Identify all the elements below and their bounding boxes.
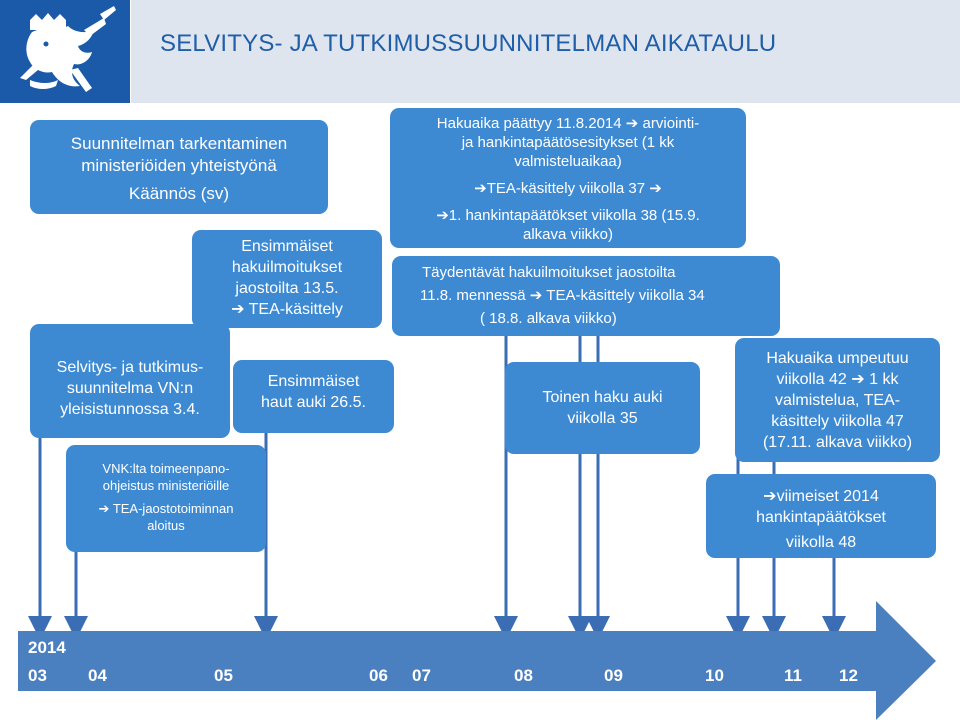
box-first-announcements-line2: hakuilmoitukset xyxy=(231,259,343,276)
right-arrow-icon: ➔ xyxy=(625,115,639,132)
box-deadline-eval: arviointi- xyxy=(642,115,700,132)
timeline-month-11: 11 xyxy=(784,666,802,685)
box-planning xyxy=(30,120,328,214)
box-second-call-line2: viikolla 35 xyxy=(567,410,638,427)
box-application-ends xyxy=(735,338,940,462)
timeline-month-06: 06 xyxy=(369,666,388,685)
box-first-calls-line1: Ensimmäiset xyxy=(267,373,360,390)
box-planning-line3: Käännös (sv) xyxy=(128,184,230,203)
timeline-month-09: 09 xyxy=(604,666,623,685)
right-arrow-icon: ➔ xyxy=(649,180,662,197)
box-first-announcements-line4 xyxy=(192,299,382,320)
box-ends-line3: valmistelua, TEA- xyxy=(774,392,901,409)
box-vnk-line3 xyxy=(66,500,266,517)
box-second-call-line1: Toinen haku auki xyxy=(542,389,663,406)
box-supp-line1: Täydentävät hakuilmoitukset jaostoilta xyxy=(422,264,676,281)
timeline-arrow xyxy=(18,601,936,720)
box-last-line3: viikolla 48 xyxy=(785,534,857,551)
box-planning-line2: ministeriöiden yhteistyönä xyxy=(81,156,277,175)
box-ends-month: 1 kk xyxy=(869,371,899,388)
box-deadline-line2: ja hankintapäätösesitykset (1 kk xyxy=(461,134,675,151)
box-supp-line3: ( 18.8. alkava viikko) xyxy=(480,310,617,327)
timeline-month-04: 04 xyxy=(88,666,107,685)
box-plan-general-line1: Selvitys- ja tutkimus- xyxy=(56,359,204,376)
right-arrow-icon: ➔ xyxy=(763,488,777,505)
box-application-deadline xyxy=(390,108,746,248)
timeline-month-03: 03 xyxy=(28,666,47,685)
box-deadline-tea: TEA-käsittely viikolla 37 xyxy=(486,180,646,197)
box-vnk-line2: ohjeistus ministeriöille xyxy=(102,478,230,493)
box-supp-line2 xyxy=(420,284,780,307)
box-first-announcements-line1: Ensimmäiset xyxy=(241,238,333,255)
right-arrow-icon: ➔ xyxy=(98,501,110,516)
box-plan-general-session xyxy=(30,324,230,438)
box-ends-week: viikolla 42 xyxy=(776,371,847,388)
box-last-decisions xyxy=(706,474,936,558)
box-first-announcements xyxy=(192,230,382,328)
box-deadline-line4 xyxy=(390,179,746,198)
box-last-line1 xyxy=(706,486,936,507)
timeline-month-05: 05 xyxy=(214,666,233,685)
box-ends-line2 xyxy=(735,369,940,390)
timeline-year: 2014 xyxy=(28,638,66,657)
right-arrow-icon: ➔ xyxy=(474,180,487,197)
box-first-calls xyxy=(233,360,394,433)
right-arrow-icon: ➔ xyxy=(231,301,245,318)
box-first-announcements-tea: TEA-käsittely xyxy=(248,301,343,318)
box-ends-line5: (17.11. alkava viikko) xyxy=(762,434,913,451)
box-deadline-line5 xyxy=(390,206,746,225)
right-arrow-icon: ➔ xyxy=(851,371,865,388)
timeline-month-10: 10 xyxy=(705,666,724,685)
box-last-first: viimeiset 2014 xyxy=(776,488,879,505)
timeline-month-07: 07 xyxy=(412,666,431,685)
box-deadline-date: Hakuaika päättyy 11.8.2014 xyxy=(436,115,622,132)
box-deadline-line6: alkava viikko) xyxy=(522,226,614,243)
right-arrow-icon: ➔ xyxy=(436,207,449,224)
box-supp-tea: TEA-käsittely viikolla 34 xyxy=(546,287,705,304)
box-plan-general-line3: yleisistunnossa 3.4. xyxy=(60,401,200,418)
box-deadline-line1 xyxy=(390,114,746,133)
box-plan-general-line2: suunnitelma VN:n xyxy=(66,380,194,397)
box-supp-date: 11.8. mennessä xyxy=(420,287,526,304)
box-vnk-line1: VNK:lta toimeenpano- xyxy=(102,461,230,476)
right-arrow-icon: ➔ xyxy=(529,287,543,304)
box-deadline-decisions: 1. hankintapäätökset viikolla 38 (15.9. xyxy=(448,207,700,224)
box-last-line2: hankintapäätökset xyxy=(756,509,886,526)
box-vnk-guidance xyxy=(66,445,266,552)
box-planning-line1: Suunnitelman tarkentaminen xyxy=(70,134,288,153)
box-second-call xyxy=(505,362,700,454)
box-vnk-line4: aloitus xyxy=(147,518,185,533)
box-first-announcements-line3: jaostoilta 13.5. xyxy=(235,280,339,297)
box-ends-line1: Hakuaika umpeutuu xyxy=(766,350,909,367)
box-deadline-line3: valmisteluaikaa) xyxy=(514,153,622,170)
timeline-month-12: 12 xyxy=(839,666,858,685)
box-first-calls-line2: haut auki 26.5. xyxy=(261,394,366,411)
box-supplementary-announcements xyxy=(392,256,780,336)
box-vnk-tea: TEA-jaostotoiminnan xyxy=(112,501,234,516)
timeline-month-08: 08 xyxy=(514,666,533,685)
page-title: SELVITYS- JA TUTKIMUSSUUNNITELMAN AIKATAULU xyxy=(160,30,777,57)
box-ends-line4: käsittely viikolla 47 xyxy=(771,413,904,430)
